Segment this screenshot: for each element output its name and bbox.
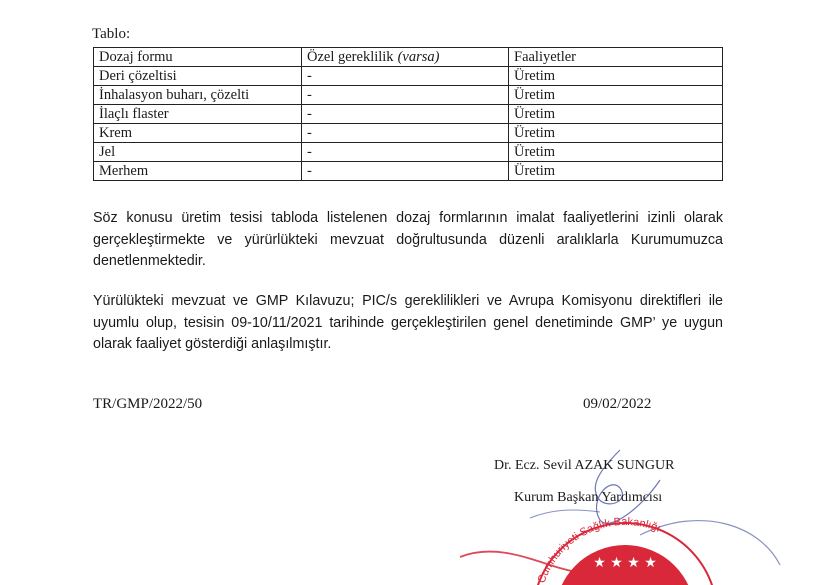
cell-activity: Üretim bbox=[509, 105, 723, 124]
official-seal-stamp bbox=[460, 495, 800, 585]
cell-activity: Üretim bbox=[509, 67, 723, 86]
header-special-note: (varsa) bbox=[397, 49, 440, 65]
cell-requirement: - bbox=[302, 162, 509, 181]
cell-requirement: - bbox=[302, 86, 509, 105]
signatory-name: Dr. Ecz. Sevil AZAK SUNGUR bbox=[494, 458, 675, 473]
cell-dosage-form: İlaçlı flaster bbox=[94, 105, 302, 124]
cell-activity: Üretim bbox=[509, 86, 723, 105]
cell-requirement: - bbox=[302, 67, 509, 86]
cell-dosage-form: Deri çözeltisi bbox=[94, 67, 302, 86]
cell-dosage-form: Merhem bbox=[94, 162, 302, 181]
cell-dosage-form: Jel bbox=[94, 143, 302, 162]
cell-requirement: - bbox=[302, 143, 509, 162]
reference-number: TR/GMP/2022/50 bbox=[93, 396, 203, 412]
table-row bbox=[94, 86, 723, 105]
paragraph-gmp-compliance: Yürülükteki mevzuat ve GMP Kılavuzu; PIC/s gereklilikleri ve Avrupa Komisyonu direktifleri ile uyumlu olup, tesisin 09-10/11/2021 tarihinde gerçekleştirilen genel denetiminde GMP’ ye uygun olarak faaliyet gösterdiği anlaşılmıştır. bbox=[93, 293, 723, 352]
stamp-star-icon: ★ ★ ★ ★ bbox=[593, 555, 657, 571]
table-row bbox=[94, 105, 723, 124]
paragraph-inspection-scope: Söz konusu üretim tesisi tabloda listelenen dozaj formlarının imalat faaliyetlerini izinli olarak gerçekleştirmekte ve yürürlükteki mevzuat doğrultusunda düzenli aralıklarla Kurumumuzca denetlenmektedir. bbox=[93, 210, 723, 269]
table-row bbox=[94, 162, 723, 181]
header-special-requirement-label: Özel gereklilik bbox=[307, 49, 394, 65]
cell-activity: Üretim bbox=[509, 143, 723, 162]
cell-requirement: - bbox=[302, 124, 509, 143]
header-activities: Faaliyetler bbox=[509, 48, 723, 67]
header-dosage-form: Dozaj formu bbox=[94, 48, 302, 67]
cell-requirement: - bbox=[302, 105, 509, 124]
cell-dosage-form: Krem bbox=[94, 124, 302, 143]
header-special-requirement bbox=[302, 48, 509, 67]
cell-activity: Üretim bbox=[509, 162, 723, 181]
signatory-title: Kurum Başkan Yardımcısı bbox=[514, 490, 663, 505]
cell-activity: Üretim bbox=[509, 124, 723, 143]
table-row bbox=[94, 143, 723, 162]
dosage-form-table bbox=[93, 47, 723, 181]
table-row bbox=[94, 67, 723, 86]
stamp-text: Cumhuriyeti Sağlık Bakanlığı bbox=[535, 515, 663, 585]
table-row bbox=[94, 124, 723, 143]
table-header-row bbox=[94, 48, 723, 67]
document-date: 09/02/2022 bbox=[583, 396, 652, 412]
cell-dosage-form: İnhalasyon buharı, çözelti bbox=[94, 86, 302, 105]
table-label: Tablo: bbox=[92, 26, 131, 42]
